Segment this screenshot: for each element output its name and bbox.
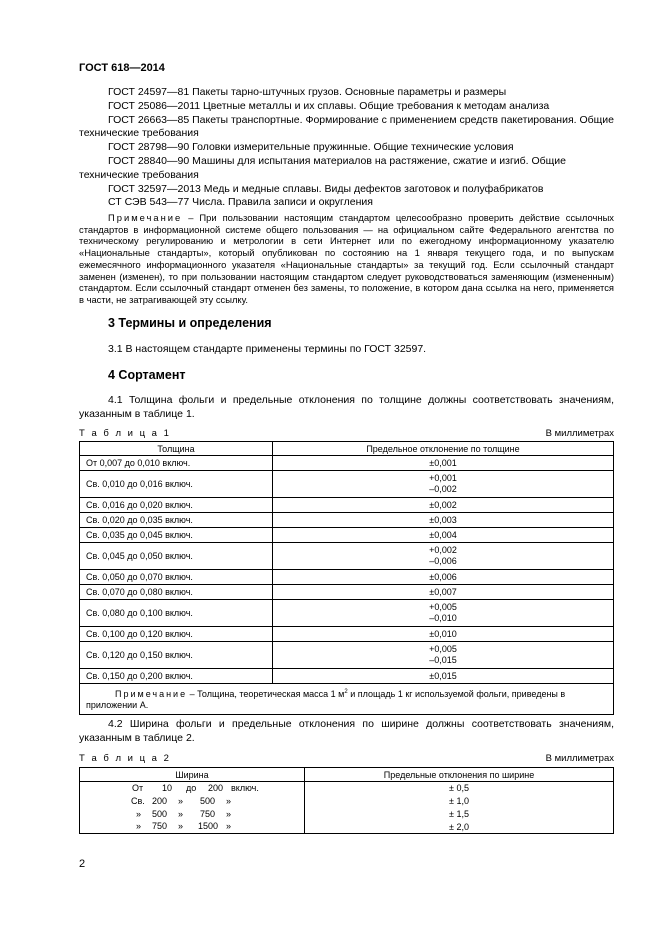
section-4-title: 4 Сортамент xyxy=(108,368,186,382)
table-row xyxy=(80,585,614,600)
deviation-cell: ± 1,5 xyxy=(305,808,614,821)
note-label: Примечание xyxy=(108,212,183,223)
deviation-cell: +0,005 –0,010 xyxy=(273,600,614,627)
reference-item: СТ СЭВ 543—77 Числа. Правила записи и округления xyxy=(108,196,373,209)
deviation-cell: ±0,006 xyxy=(273,570,614,585)
table-1-caption: Т а б л и ц а 1 xyxy=(79,428,171,439)
table-1-units: В миллиметрах xyxy=(545,428,614,439)
thickness-cell: Св. 0,150 до 0,200 включ. xyxy=(80,669,273,684)
deviation-cell: ±0,004 xyxy=(273,528,614,543)
thickness-cell: Св. 0,080 до 0,100 включ. xyxy=(80,600,273,627)
note-text: – При пользовании настоящим стандартом целесообразно проверить действие ссылочных стандартов в информационной системе общего пользования — на официальном сайте Федерального агентства по техническому регулированию и метрологии в сети Интернет или по ежегодному информационному указателю «Национальные стандарты», который опубликован по состоянию на 1 января текущего года, и по выпускам ежемесячного информационного указателя «Национальные стандарты» за текущий год. Если ссылочный стандарт заменен (изменен), то при пользовании настоящим стандартом следует руководствоваться заменяющим (измененным) стандартом. Если ссылочный стандарт отменен без замены, то положение, в котором дана ссылка на него, применяется в части, не затрагивающей эту ссылку. xyxy=(79,212,614,305)
deviation-cell: ± 0,5 xyxy=(305,782,614,795)
table-1-caption-row xyxy=(79,428,614,441)
section-3-paragraph xyxy=(79,343,614,357)
deviation-cell: +0,005 –0,015 xyxy=(273,642,614,669)
deviation-cell: ±0,007 xyxy=(273,585,614,600)
deviation-cell: ±0,001 xyxy=(273,456,614,471)
table-row xyxy=(80,642,614,669)
width-cell: Св. 200 » 500 » xyxy=(80,795,305,808)
deviation-cell: ±0,010 xyxy=(273,627,614,642)
reference-item: ГОСТ 26663—85 Пакеты транспортные. Формирование с применением средств пакетирования. Общие технические требования xyxy=(79,113,614,140)
width-cell: » 750 » 1500 » xyxy=(80,820,305,833)
table-row xyxy=(80,782,614,795)
table-row xyxy=(80,513,614,528)
width-cell: От 10 до 200 включ. xyxy=(80,782,305,795)
note-references xyxy=(79,212,614,306)
table-row xyxy=(80,456,614,471)
table-row xyxy=(80,600,614,627)
table-header-row xyxy=(80,768,614,782)
reference-item: ГОСТ 25086—2011 Цветные металлы и их сплавы. Общие требования к методам анализа xyxy=(108,99,550,112)
thickness-cell: Св. 0,020 до 0,035 включ. xyxy=(80,513,273,528)
deviation-cell: +0,002 –0,006 xyxy=(273,543,614,570)
deviation-cell: ±0,015 xyxy=(273,669,614,684)
table-row xyxy=(80,808,614,821)
section-4-paragraph-1 xyxy=(79,394,614,421)
page-number: 2 xyxy=(79,858,86,870)
reference-item: ГОСТ 24597—81 Пакеты тарно-штучных грузов. Основные параметры и размеры xyxy=(108,86,507,98)
reference-list xyxy=(79,86,614,210)
table-1-col-thickness: Толщина xyxy=(80,442,273,456)
table-row xyxy=(80,820,614,833)
thickness-cell: Св. 0,035 до 0,045 включ. xyxy=(80,528,273,543)
table-row xyxy=(80,669,614,684)
thickness-cell: Св. 0,070 до 0,080 включ. xyxy=(80,585,273,600)
deviation-cell: +0,001 –0,002 xyxy=(273,471,614,498)
section-4-paragraph-2 xyxy=(79,718,614,745)
table-row xyxy=(80,543,614,570)
table-header-row xyxy=(80,442,614,456)
section-3-title: 3 Термины и определения xyxy=(108,316,272,330)
table-row xyxy=(80,570,614,585)
table-2-caption-row xyxy=(79,753,614,766)
table-row xyxy=(80,471,614,498)
deviation-cell: ± 1,0 xyxy=(305,795,614,808)
width-cell: » 500 » 750 » xyxy=(80,808,305,821)
thickness-cell: От 0,007 до 0,010 включ. xyxy=(80,456,273,471)
deviation-cell: ±0,003 xyxy=(273,513,614,528)
thickness-cell: Св. 0,120 до 0,150 включ. xyxy=(80,642,273,669)
paragraph-4-1: 4.1 Толщина фольги и предельные отклонения по толщине должны соответствовать значениям, указанным в таблице 1. xyxy=(79,394,614,420)
table-row xyxy=(80,795,614,808)
thickness-cell: Св. 0,045 до 0,050 включ. xyxy=(80,543,273,570)
deviation-cell: ±0,002 xyxy=(273,498,614,513)
reference-item: ГОСТ 28840—90 Машины для испытания материалов на растяжение, сжатие и изгиб. Общие технические требования xyxy=(79,154,567,181)
table-2-units: В миллиметрах xyxy=(545,753,614,764)
table-2-col-width: Ширина xyxy=(80,768,305,782)
paragraph-4-2: 4.2 Ширина фольги и предельные отклонения по ширине должны соответствовать значениям, указанным в таблице 2. xyxy=(79,718,614,744)
table-2 xyxy=(79,767,614,834)
table-row xyxy=(80,498,614,513)
table-row xyxy=(80,528,614,543)
paragraph-3-1: 3.1 В настоящем стандарте применены термины по ГОСТ 32597. xyxy=(108,343,427,355)
table-1-col-deviation: Предельное отклонение по толщине xyxy=(273,442,614,456)
table-row xyxy=(80,627,614,642)
thickness-cell: Св. 0,100 до 0,120 включ. xyxy=(80,627,273,642)
reference-item: ГОСТ 32597—2013 Медь и медные сплавы. Виды дефектов заготовок и полуфабрикатов xyxy=(108,182,544,195)
doc-header-code: ГОСТ 618—2014 xyxy=(79,62,165,74)
table-2-col-deviation: Предельные отклонения по ширине xyxy=(305,768,614,782)
deviation-cell: ± 2,0 xyxy=(305,820,614,833)
table-1-note: Примечание – Толщина, теоретическая масса 1 $м^2$ и площадь 1 кг используемой фольги, приведены в приложении А. xyxy=(80,684,614,715)
thickness-cell: Св. 0,050 до 0,070 включ. xyxy=(80,570,273,585)
table-2-caption: Т а б л и ц а 2 xyxy=(79,753,171,764)
table-note-row xyxy=(80,684,614,715)
thickness-cell: Св. 0,016 до 0,020 включ. xyxy=(80,498,273,513)
table-1 xyxy=(79,441,614,715)
thickness-cell: Св. 0,010 до 0,016 включ. xyxy=(80,471,273,498)
reference-item: ГОСТ 28798—90 Головки измерительные пружинные. Общие технические условия xyxy=(108,141,514,154)
